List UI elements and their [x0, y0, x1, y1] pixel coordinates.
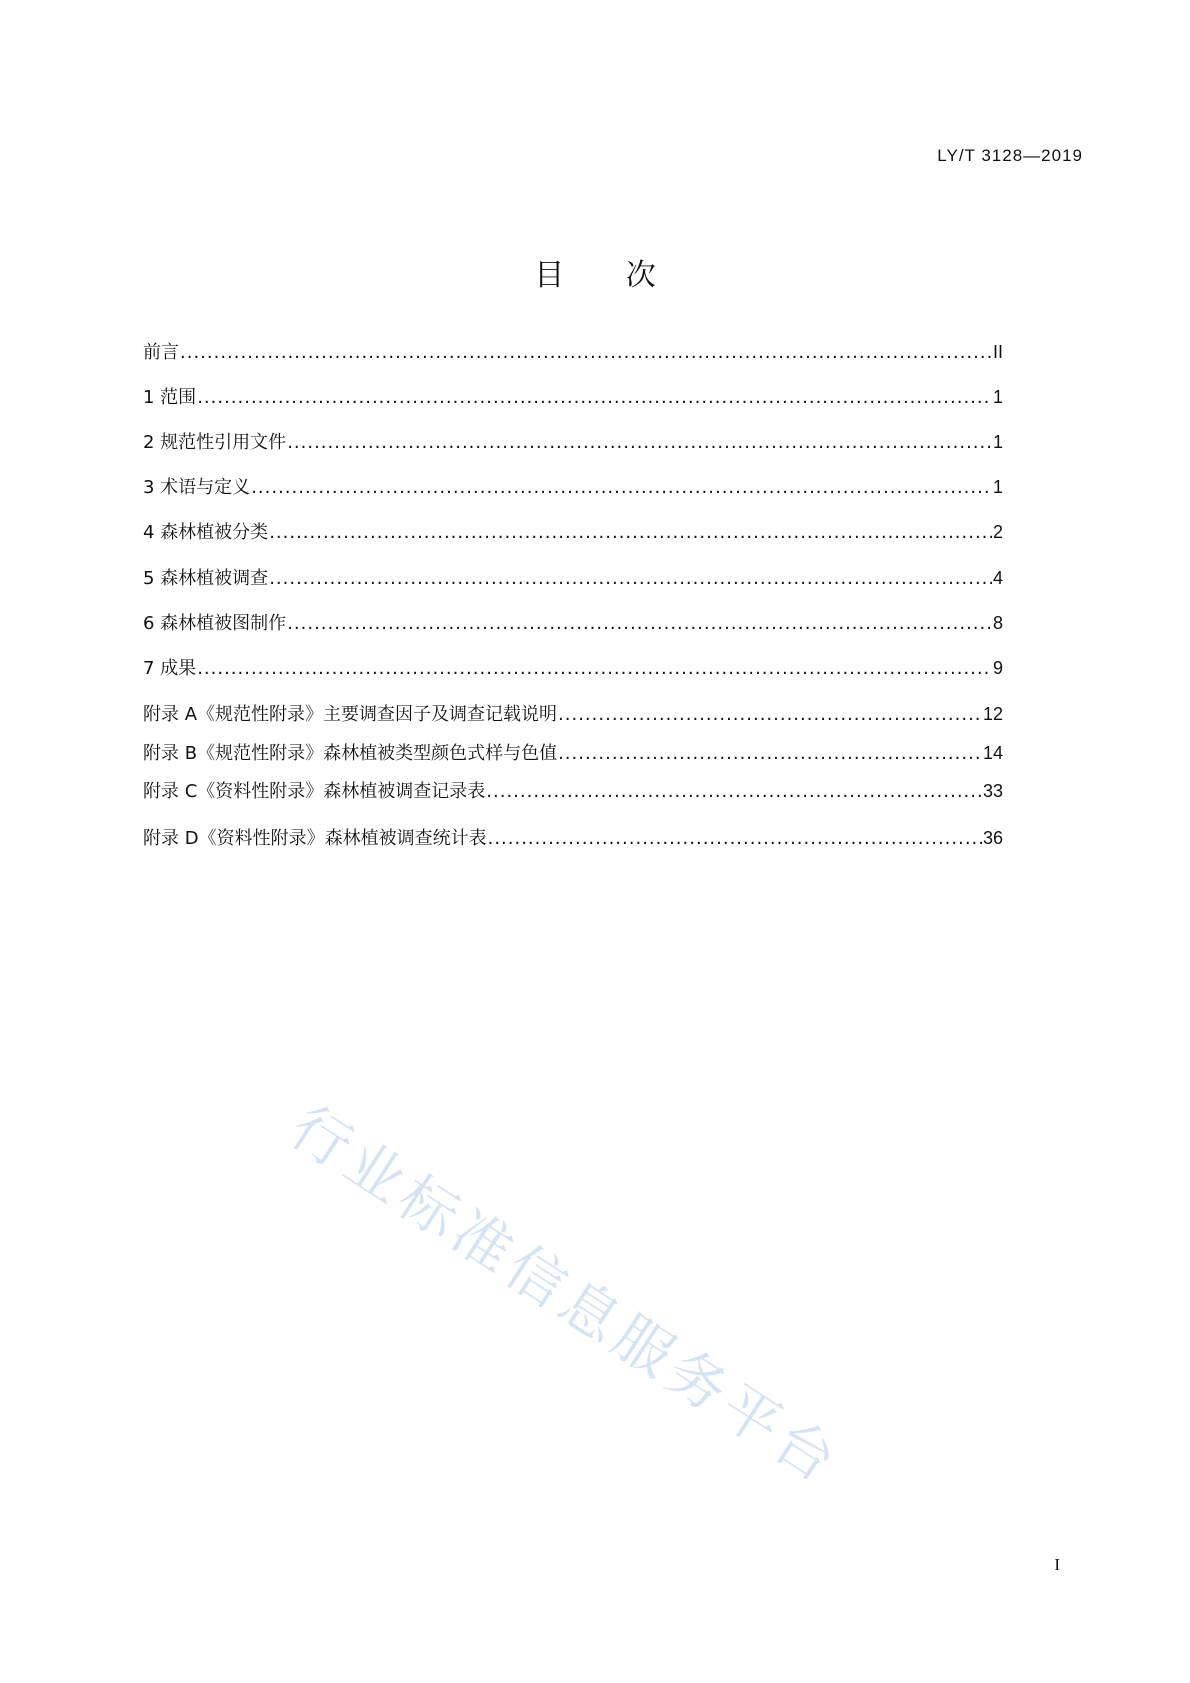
toc-entry-page: 14 [982, 743, 1003, 763]
toc-entry-label: 附录 C《资料性附录》森林植被调查记录表 [143, 781, 486, 802]
toc-entry-terms-definitions[interactable] [143, 475, 1003, 500]
toc-entry-label: 7 成果 [143, 658, 197, 679]
toc-leader [488, 827, 982, 851]
toc-entry-map-making[interactable] [143, 611, 1003, 636]
toc-entry-appendix-c[interactable] [143, 779, 1003, 804]
toc-entry-label: 3 术语与定义 [143, 477, 251, 498]
toc-leader [269, 567, 992, 591]
toc-entry-scope[interactable] [143, 385, 1003, 410]
toc-leader [180, 341, 992, 365]
toc-entry-page: 8 [992, 613, 1003, 633]
toc-entry-label: 1 范围 [143, 387, 197, 408]
watermark: 行业标准信息服务平台 [278, 1092, 853, 1499]
toc-entry-label: 前言 [143, 342, 179, 363]
toc-leader [486, 780, 982, 804]
toc-entry-normative-references[interactable] [143, 430, 1003, 455]
standard-code: LY/T 3128—2019 [937, 146, 1083, 165]
toc-entry-label: 4 森林植被分类 [143, 522, 269, 543]
toc-entry-page: 1 [992, 432, 1003, 452]
toc-entry-page: 9 [992, 658, 1003, 678]
toc-entry-classification[interactable] [143, 520, 1003, 545]
toc-entry-label: 附录 A《规范性附录》主要调查因子及调查记载说明 [143, 704, 558, 725]
toc-entry-label: 6 森林植被图制作 [143, 613, 287, 634]
toc-leader [197, 657, 992, 681]
toc-leader [287, 612, 992, 636]
toc-entry-page: 2 [992, 522, 1003, 542]
toc-entry-label: 2 规范性引用文件 [143, 432, 287, 453]
toc-entry-appendix-d[interactable] [143, 826, 1003, 851]
toc-entry-label: 5 森林植被调查 [143, 568, 269, 589]
page-number: I [1054, 1555, 1060, 1574]
toc-entry-page: 4 [992, 568, 1003, 588]
toc-entry-page: 1 [992, 477, 1003, 497]
toc-entry-appendix-a[interactable] [143, 702, 1003, 727]
toc-leader [251, 476, 992, 500]
toc-entry-page: 12 [982, 704, 1003, 724]
toc-entry-page: 36 [982, 828, 1003, 848]
toc-entry-survey[interactable] [143, 566, 1003, 591]
toc-leader [558, 703, 982, 727]
toc-entry-page: 1 [992, 387, 1003, 407]
toc-entry-label: 附录 D《资料性附录》森林植被调查统计表 [143, 828, 487, 849]
toc-entry-appendix-b[interactable] [143, 741, 1003, 766]
toc-leader [197, 386, 992, 410]
toc-leader [287, 431, 992, 455]
toc-leader [269, 521, 992, 545]
page-title: 目 次 [534, 258, 682, 293]
toc-entry-label: 附录 B《规范性附录》森林植被类型颜色式样与色值 [143, 743, 558, 764]
toc-leader [558, 742, 982, 766]
toc-entry-page: 33 [982, 781, 1003, 801]
toc-entry-results[interactable] [143, 656, 1003, 681]
toc-entry-page: II [992, 342, 1003, 362]
toc-entry-foreword[interactable] [143, 340, 1003, 365]
